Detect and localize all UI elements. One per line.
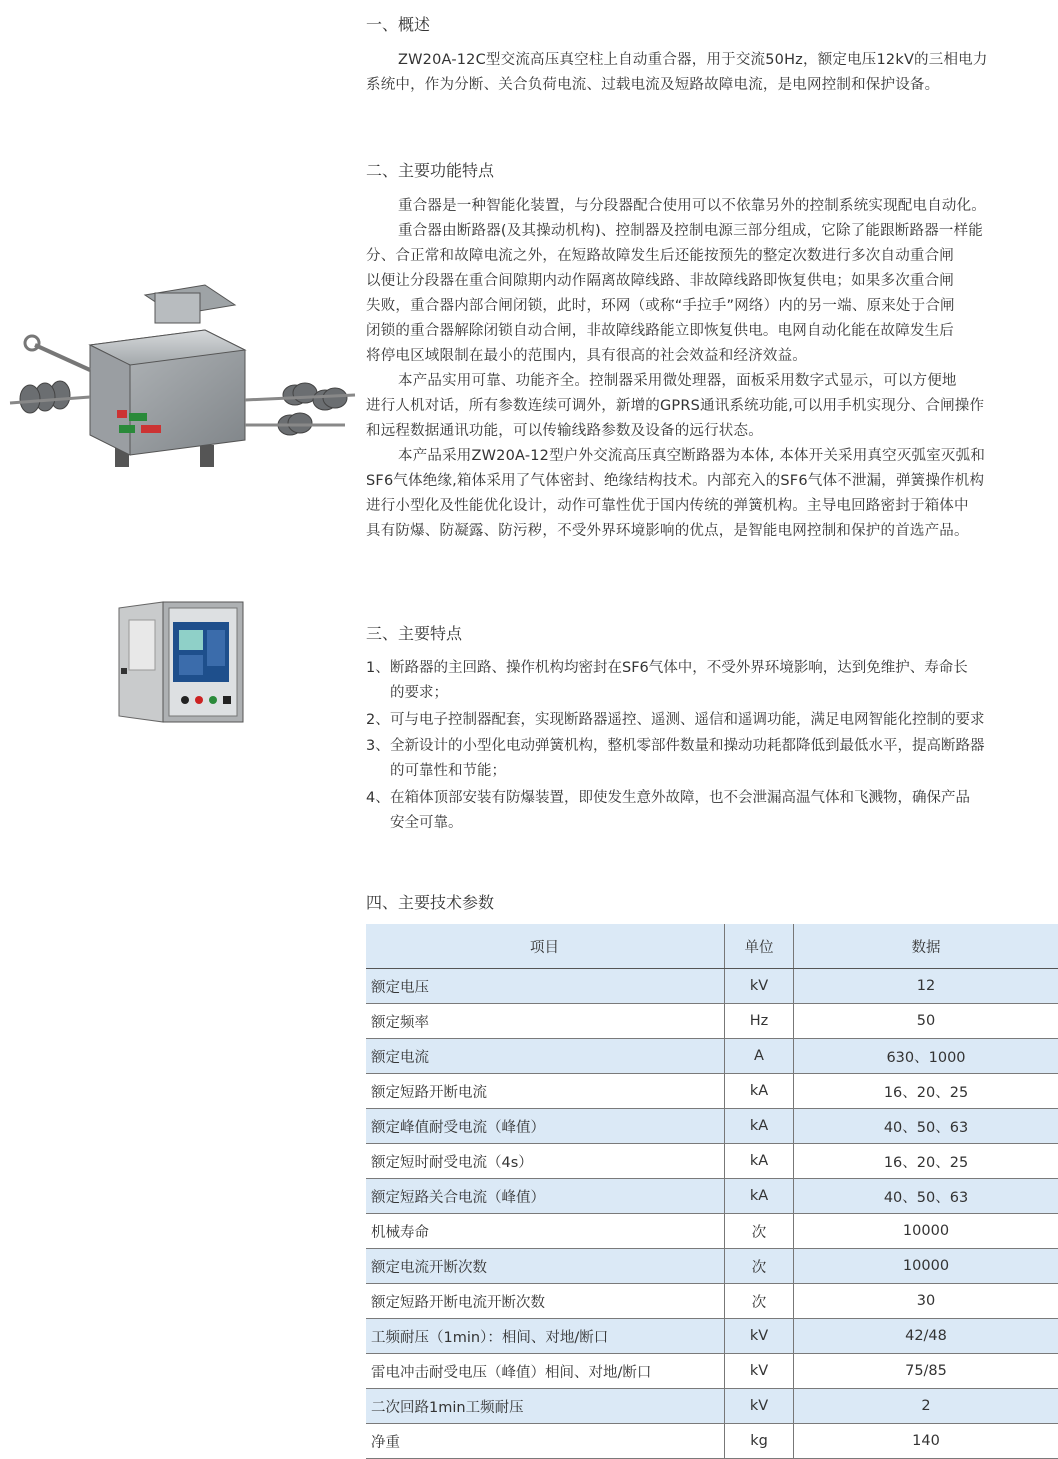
feature-item-number: 2、 bbox=[366, 708, 390, 733]
param-name-cell: 雷电冲击耐受电压（峰值）相间、对地/断口 bbox=[366, 1354, 725, 1389]
param-value-cell: 2 bbox=[794, 1389, 1058, 1424]
tech-spec-table bbox=[366, 924, 1058, 1459]
param-value-cell: 12 bbox=[794, 969, 1058, 1004]
table-row bbox=[366, 1109, 1058, 1144]
param-unit-cell: kV bbox=[725, 1389, 794, 1424]
table-row bbox=[366, 1284, 1058, 1319]
section4-title: 四、主要技术参数 bbox=[366, 890, 494, 913]
section2-body bbox=[366, 194, 1058, 544]
table-row bbox=[366, 1144, 1058, 1179]
col-header-item: 项目 bbox=[366, 924, 725, 969]
feature-item-4 bbox=[366, 786, 1058, 836]
section2-p4-line-4: 具有防爆、防凝露、防污秽，不受外界环境影响的优点，是智能电网控制和保护的首选产品。 bbox=[366, 519, 1058, 544]
table-row bbox=[366, 1074, 1058, 1109]
param-name-cell: 二次回路1min工频耐压 bbox=[366, 1389, 725, 1424]
feature-item-line: 全新设计的小型化电动弹簧机构，整机零部件数量和操动功耗都降低到最低水平，提高断路器 bbox=[390, 734, 1058, 759]
param-value-cell: 50 bbox=[794, 1004, 1058, 1039]
section3-title: 三、主要特点 bbox=[366, 621, 462, 644]
table-row bbox=[366, 969, 1058, 1004]
section2-p2-line-6: 将停电区域限制在最小的范围内，具有很高的社会效益和经济效益。 bbox=[366, 344, 1058, 369]
param-value-cell: 10000 bbox=[794, 1214, 1058, 1249]
param-unit-cell: kA bbox=[725, 1109, 794, 1144]
section1-title: 一、概述 bbox=[366, 12, 430, 35]
param-unit-cell: kA bbox=[725, 1144, 794, 1179]
feature-item-1 bbox=[366, 656, 1058, 706]
param-name-cell: 额定频率 bbox=[366, 1004, 725, 1039]
param-value-cell: 40、50、63 bbox=[794, 1109, 1058, 1144]
param-unit-cell: 次 bbox=[725, 1214, 794, 1249]
param-value-cell: 75/85 bbox=[794, 1354, 1058, 1389]
feature-item-line: 断路器的主回路、操作机构均密封在SF6气体中，不受外界环境影响，达到免维护、寿命长 bbox=[390, 656, 1058, 681]
param-name-cell: 额定电流开断次数 bbox=[366, 1249, 725, 1284]
param-name-cell: 额定短路开断电流 bbox=[366, 1074, 725, 1109]
param-name-cell: 工频耐压（1min）：相间、对地/断口 bbox=[366, 1319, 725, 1354]
param-value-cell: 630、1000 bbox=[794, 1039, 1058, 1074]
param-name-cell: 额定电流 bbox=[366, 1039, 725, 1074]
feature-item-line: 在箱体顶部安装有防爆装置，即使发生意外故障，也不会泄漏高温气体和飞溅物，确保产品 bbox=[390, 786, 1058, 811]
feature-item-number: 3、 bbox=[366, 734, 390, 759]
param-unit-cell: kA bbox=[725, 1179, 794, 1214]
table-row bbox=[366, 1249, 1058, 1284]
table-row bbox=[366, 1354, 1058, 1389]
param-name-cell: 额定峰值耐受电流（峰值） bbox=[366, 1109, 725, 1144]
param-value-cell: 40、50、63 bbox=[794, 1179, 1058, 1214]
col-header-value: 数据 bbox=[794, 924, 1058, 969]
section2-p2-line-4: 失败，重合器内部合闸闭锁，此时，环网（或称“手拉手”网络）内的另一端、原来处于合闸 bbox=[366, 294, 1058, 319]
section2-p1: 重合器是一种智能化装置，与分段器配合使用可以不依靠另外的控制系统实现配电自动化。 bbox=[366, 194, 1058, 219]
recloser-product-image bbox=[5, 275, 360, 475]
feature-item-line: 的要求； bbox=[390, 681, 1058, 706]
param-unit-cell: Hz bbox=[725, 1004, 794, 1039]
section1-line-1: ZW20A-12C型交流高压真空柱上自动重合器，用于交流50Hz，额定电压12kV的三相电力 bbox=[366, 48, 1058, 73]
feature-item-2 bbox=[366, 708, 1058, 733]
param-value-cell: 10000 bbox=[794, 1249, 1058, 1284]
param-unit-cell: 次 bbox=[725, 1249, 794, 1284]
table-row bbox=[366, 1424, 1058, 1459]
table-row bbox=[366, 1214, 1058, 1249]
feature-item-line: 安全可靠。 bbox=[390, 811, 1058, 836]
param-unit-cell: 次 bbox=[725, 1284, 794, 1319]
section2-p2-line-3: 以便让分段器在重合间隙期内动作隔离故障线路、非故障线路即恢复供电；如果多次重合闸 bbox=[366, 269, 1058, 294]
param-value-cell: 42/48 bbox=[794, 1319, 1058, 1354]
table-body bbox=[366, 969, 1058, 1459]
section2-p2-line-5: 闭锁的重合器解除闭锁自动合闸，非故障线路能立即恢复供电。电网自动化能在故障发生后 bbox=[366, 319, 1058, 344]
param-value-cell: 30 bbox=[794, 1284, 1058, 1319]
table-row bbox=[366, 1039, 1058, 1074]
table-row bbox=[366, 1179, 1058, 1214]
table-row bbox=[366, 1389, 1058, 1424]
table-row bbox=[366, 1004, 1058, 1039]
param-value-cell: 16、20、25 bbox=[794, 1144, 1058, 1179]
section2-p4-line-3: 进行小型化及性能优化设计，动作可靠性优于国内传统的弹簧机构。主导电回路密封于箱体中 bbox=[366, 494, 1058, 519]
param-unit-cell: A bbox=[725, 1039, 794, 1074]
param-value-cell: 140 bbox=[794, 1424, 1058, 1459]
param-name-cell: 额定电压 bbox=[366, 969, 725, 1004]
section2-p3-line-2: 进行人机对话，所有参数连续可调外，新增的GPRS通讯系统功能,可以用手机实现分、合闸操作 bbox=[366, 394, 1058, 419]
param-unit-cell: kg bbox=[725, 1424, 794, 1459]
section1-body bbox=[366, 48, 1058, 98]
param-name-cell: 机械寿命 bbox=[366, 1214, 725, 1249]
param-unit-cell: kV bbox=[725, 1319, 794, 1354]
param-unit-cell: kV bbox=[725, 1354, 794, 1389]
param-name-cell: 额定短时耐受电流（4s） bbox=[366, 1144, 725, 1179]
section2-p2-line-1: 重合器由断路器(及其操动机构)、控制器及控制电源三部分组成，它除了能跟断路器一样能 bbox=[366, 219, 1058, 244]
feature-item-number: 1、 bbox=[366, 656, 390, 681]
param-name-cell: 净重 bbox=[366, 1424, 725, 1459]
feature-item-number: 4、 bbox=[366, 786, 390, 811]
table-header-row bbox=[366, 924, 1058, 969]
feature-item-3 bbox=[366, 734, 1058, 784]
section2-title: 二、主要功能特点 bbox=[366, 158, 494, 181]
section2-p3-line-3: 和远程数据通讯功能，可以传输线路参数及设备的远行状态。 bbox=[366, 419, 1058, 444]
param-value-cell: 16、20、25 bbox=[794, 1074, 1058, 1109]
section1-line-2: 系统中，作为分断、关合负荷电流、过载电流及短路故障电流，是电网控制和保护设备。 bbox=[366, 73, 1058, 98]
table-row bbox=[366, 1319, 1058, 1354]
param-unit-cell: kA bbox=[725, 1074, 794, 1109]
section2-p4-line-2: SF6气体绝缘,箱体采用了气体密封、绝缘结构技术。内部充入的SF6气体不泄漏，弹簧操作机构 bbox=[366, 469, 1058, 494]
col-header-unit: 单位 bbox=[725, 924, 794, 969]
param-name-cell: 额定短路开断电流开断次数 bbox=[366, 1284, 725, 1319]
param-name-cell: 额定短路关合电流（峰值） bbox=[366, 1179, 725, 1214]
feature-item-line: 可与电子控制器配套，实现断路器遥控、遥测、遥信和遥调功能，满足电网智能化控制的要求 bbox=[390, 708, 1058, 733]
param-unit-cell: kV bbox=[725, 969, 794, 1004]
section2-p2-line-2: 分、合正常和故障电流之外，在短路故障发生后还能按预先的整定次数进行多次自动重合闸 bbox=[366, 244, 1058, 269]
section2-p4-line-1: 本产品采用ZW20A-12型户外交流高压真空断路器为本体, 本体开关采用真空灭弧室灭弧和 bbox=[366, 444, 1058, 469]
section2-p3-line-1: 本产品实用可靠、功能齐全。控制器采用微处理器，面板采用数字式显示，可以方便地 bbox=[366, 369, 1058, 394]
control-cabinet-image bbox=[115, 600, 245, 725]
feature-item-line: 的可靠性和节能； bbox=[390, 759, 1058, 784]
